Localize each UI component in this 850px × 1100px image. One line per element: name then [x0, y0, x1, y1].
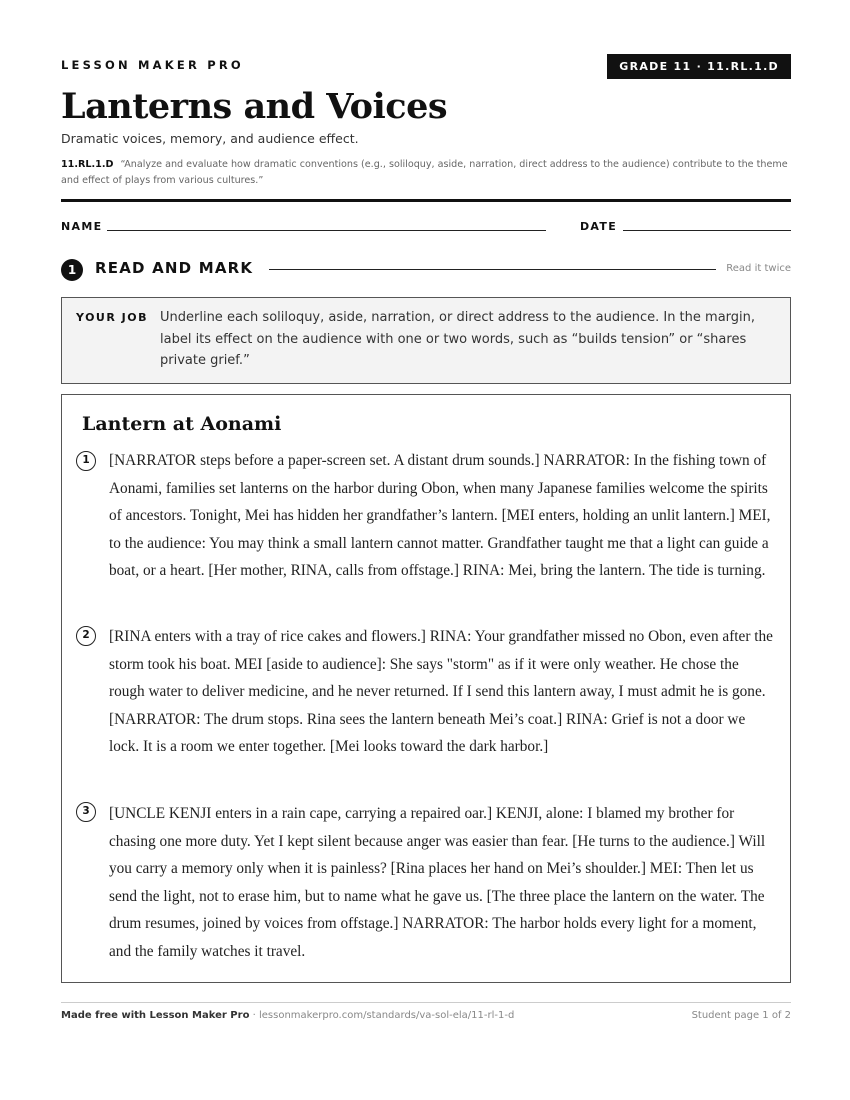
standard-code: 11.RL.1.D	[61, 159, 114, 170]
instructions-box	[61, 297, 791, 384]
page-title: Lanterns and Voices	[61, 86, 448, 127]
worksheet-page	[61, 0, 791, 1100]
page-subtitle: Dramatic voices, memory, and audience effect.	[61, 131, 359, 146]
footer-separator: ·	[249, 1010, 259, 1021]
passage-title: Lantern at Aonami	[82, 413, 282, 435]
instructions-text: Underline each soliloquy, aside, narration, or direct address to the audience. In the margin, label its effect on the audience with one or two words, such as “builds tension” or “shares private grief.”	[160, 310, 756, 368]
name-label: NAME	[61, 220, 103, 233]
paragraph-number-badge: 2	[76, 626, 96, 646]
section-title: READ AND MARK	[95, 259, 254, 277]
instructions-label: YOUR JOB	[76, 311, 148, 324]
passage-paragraph: [UNCLE KENJI enters in a rain cape, carrying a repaired oar.] KENJI, alone: I blamed my brother for chasing one more duty. Yet I kept silent because anger was easier than fear. [He turns to the audience.] Will you carry a memory only when it is painless? [Rina places her hand on Mei’s shoulder.] MEI: Then let us send the light, not to erase him, but to name what he gave us. [The three place the lantern on the water. The drum resumes, joined by voices from offstage.] NARRATOR: The harbor holds every light for a moment, and the family watches it travel.	[109, 805, 766, 960]
standard-statement	[61, 157, 791, 189]
section-divider	[269, 269, 716, 270]
date-field[interactable]	[623, 230, 791, 231]
header-divider	[61, 199, 791, 202]
footer-credit	[61, 1010, 514, 1021]
paragraph-number-badge: 3	[76, 802, 96, 822]
date-label: DATE	[580, 220, 618, 233]
passage-paragraph: [RINA enters with a tray of rice cakes and flowers.] RINA: Your grandfather missed no Obon, even after the storm took his boat. MEI [aside to audience]: She says "storm" as if it were only weather. He chose the rough water to deliver medicine, and he never returned. If I send this lantern away, I must admit he is gone. [NARRATOR: The drum stops. Rina sees the lantern beneath Mei’s coat.] RINA: Grief is not a door we lock. It is a room we enter together. [Mei looks toward the dark harbor.]	[109, 628, 773, 755]
name-field[interactable]	[107, 230, 546, 231]
passage-box	[61, 394, 791, 983]
passage-paragraph: [NARRATOR steps before a paper-screen set. A distant drum sounds.] NARRATOR: In the fishing town of Aonami, families set lanterns on the harbor during Obon, when many Japanese families welcome the spirits of ancestors. Tonight, Mei has hidden her grandfather’s lantern. [MEI enters, holding an unlit lantern.] MEI, to the audience: You may think a small lantern cannot matter. Grandfather taught me that a light can guide a boat, or a heart. [Her mother, RINA, calls from offstage.] RINA: Mei, bring the lantern. The tide is turning.	[109, 452, 771, 579]
footer-url[interactable]: lessonmakerpro.com/standards/va-sol-ela/11-rl-1-d	[258, 1010, 515, 1021]
footer-page-number: Student page 1 of 2	[691, 1010, 791, 1021]
paragraph-number-badge: 1	[76, 451, 96, 471]
footer-divider	[61, 1002, 791, 1003]
standard-text: “Analyze and evaluate how dramatic conventions (e.g., soliloquy, aside, narration, direct address to the audience) contribute to the theme and effect of plays from various cultures.”	[61, 159, 788, 186]
footer-made-with: Made free with Lesson Maker Pro	[61, 1010, 250, 1021]
section-number-badge: 1	[61, 259, 83, 281]
brand-name: LESSON MAKER PRO	[61, 58, 244, 72]
grade-badge: GRADE 11 · 11.RL.1.D	[607, 54, 791, 79]
section-hint: Read it twice	[726, 263, 791, 274]
